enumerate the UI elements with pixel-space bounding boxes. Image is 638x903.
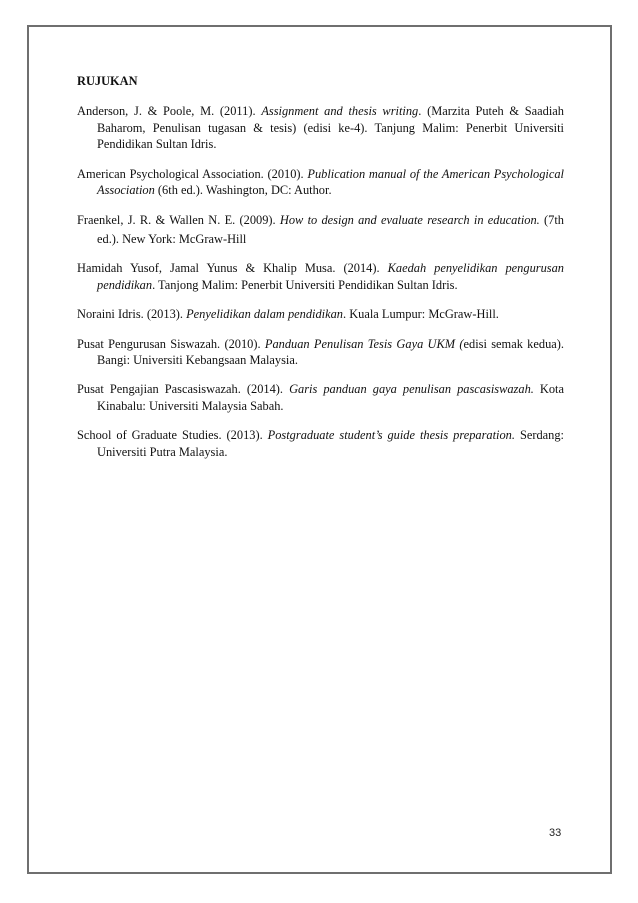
reference-title: Publication manual of the American Psychological Association: [97, 166, 564, 198]
reference-details: . Tanjong Malim: Penerbit Universiti Pendidikan Sultan Idris.: [152, 277, 458, 292]
reference-title: Assignment and thesis writing: [261, 104, 419, 119]
reference-item: [77, 336, 564, 369]
reference-details: Kota Kinabalu: Universiti Malaysia Sabah.: [97, 382, 565, 413]
reference-authors: American Psychological Association. (2010).: [77, 166, 308, 181]
reference-authors: Anderson, J. & Poole, M. (2011).: [77, 104, 262, 119]
reference-title: Garis panduan gaya penulisan pascasiswazah.: [289, 382, 534, 397]
reference-title: Kaedah penyelidikan pengurusan pendidikan: [97, 261, 564, 292]
reference-details: (6th ed.). Washington, DC: Author.: [154, 183, 332, 198]
reference-details: . (Marzita Puteh & Saadiah Baharom, Penulisan tugasan & tesis) (edisi ke-4). Tanjung Malim: Penerbit Universiti Pendidikan Sultan Idris.: [97, 104, 564, 152]
reference-title: Penyelidikan dalam pendidikan: [186, 307, 343, 322]
reference-authors: Noraini Idris. (2013).: [77, 307, 187, 322]
reference-details: Serdang: Universiti Putra Malaysia.: [97, 428, 564, 459]
reference-details: (7th ed.). New York: McGraw-Hill: [97, 213, 564, 247]
reference-title: Postgraduate student’s guide thesis preparation.: [267, 428, 515, 443]
reference-details: edisi semak kedua). Bangi: Universiti Kebangsaan Malaysia.: [97, 336, 564, 368]
reference-item: [77, 211, 564, 249]
reference-item: [77, 381, 564, 414]
reference-list: [77, 73, 564, 473]
reference-title: How to design and evaluate research in education.: [279, 213, 540, 228]
reference-authors: Pusat Pengurusan Siswazah. (2010).: [77, 336, 265, 351]
reference-authors: Hamidah Yusof, Jamal Yunus & Khalip Musa. (2014).: [77, 261, 388, 276]
reference-item: [77, 166, 564, 199]
reference-item: [77, 103, 564, 152]
reference-authors: Pusat Pengajian Pascasiswazah. (2014).: [77, 382, 290, 397]
reference-item: [77, 260, 564, 293]
reference-item: [77, 427, 564, 460]
reference-item: [77, 306, 564, 322]
page-title: RUJUKAN: [77, 74, 138, 88]
reference-authors: School of Graduate Studies. (2013).: [77, 428, 268, 443]
reference-title: Panduan Penulisan Tesis Gaya UKM (: [264, 336, 464, 351]
reference-details: . Kuala Lumpur: McGraw-Hill.: [343, 307, 499, 322]
reference-authors: Fraenkel, J. R. & Wallen N. E. (2009).: [77, 213, 280, 228]
page-number: 33: [549, 827, 562, 839]
